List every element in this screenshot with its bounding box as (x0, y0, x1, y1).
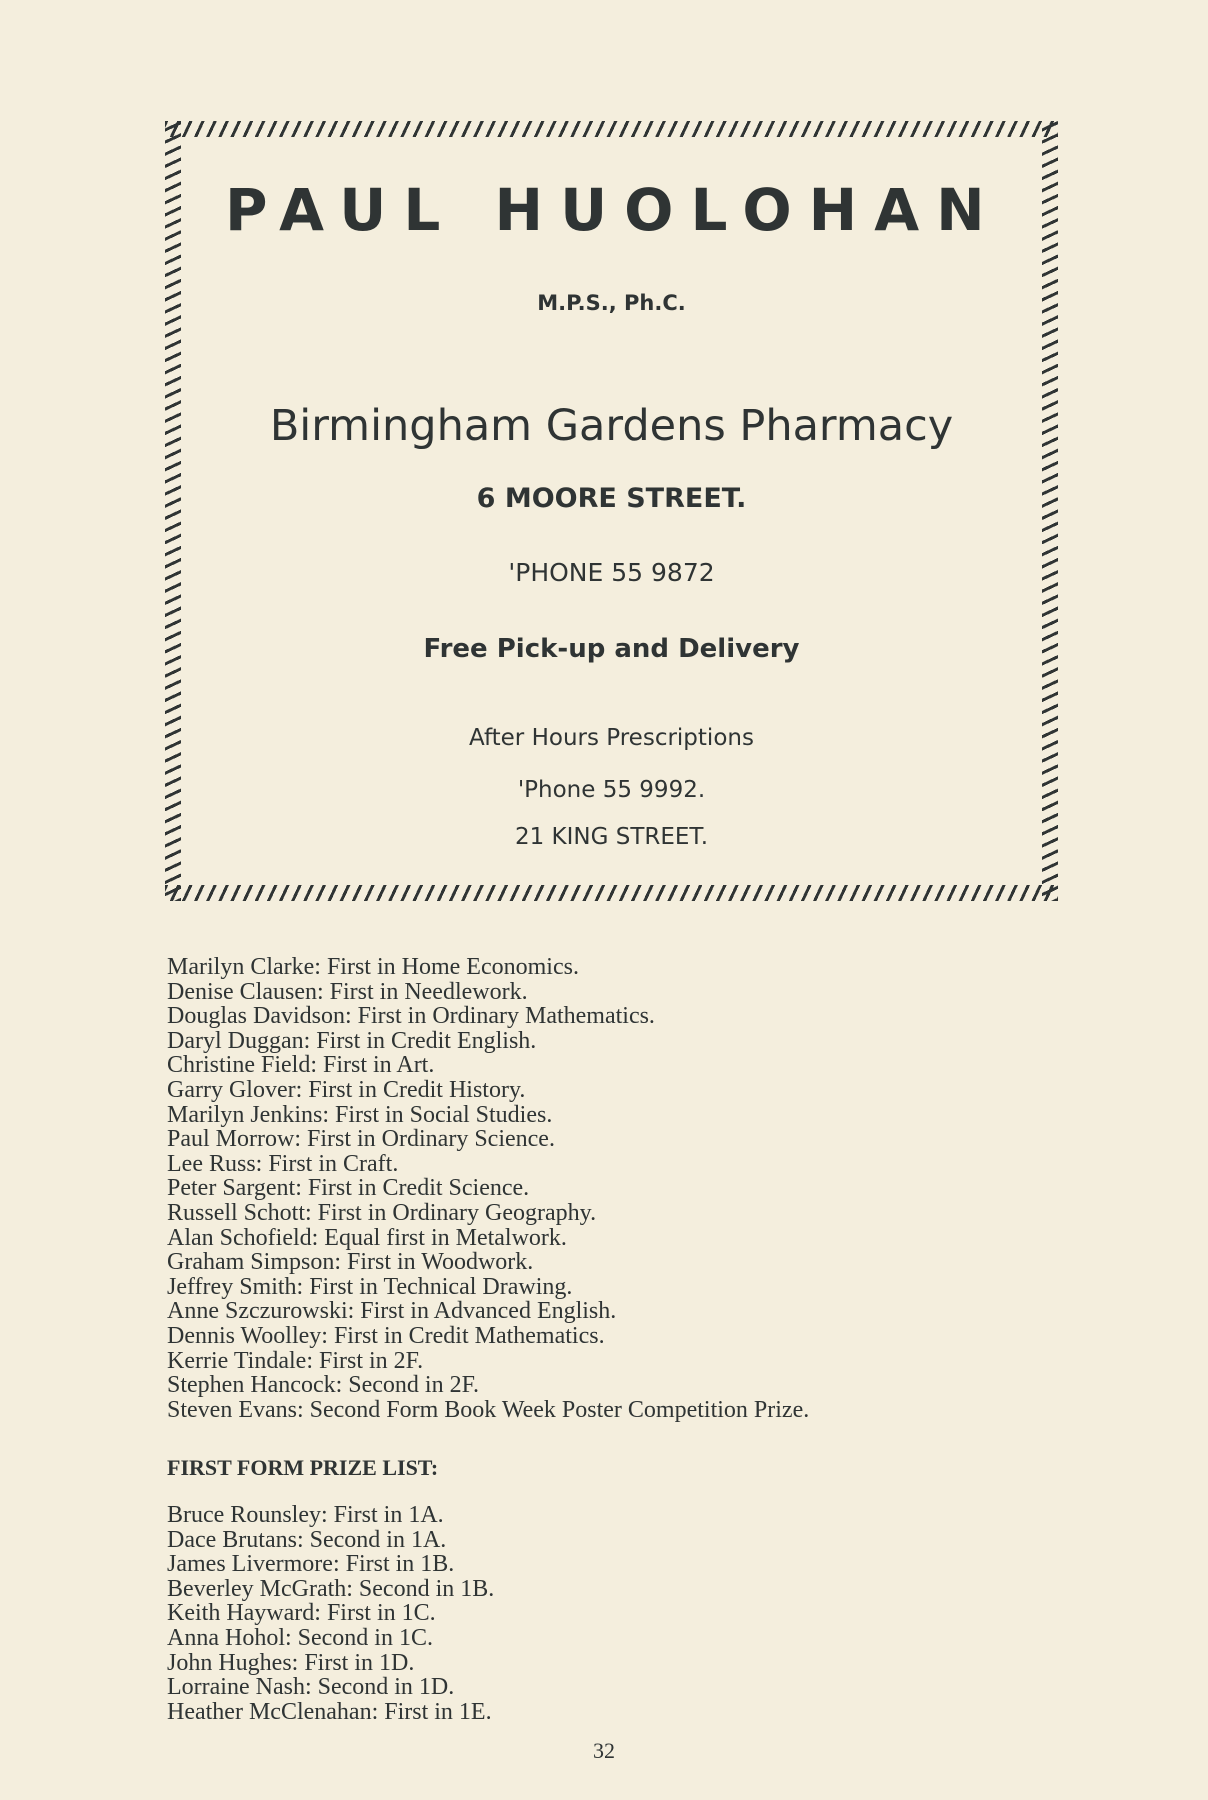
after-hours-phone: 'Phone 55 9992. (517, 777, 706, 803)
list-item: Russell Schott: First in Ordinary Geography. (167, 1199, 597, 1226)
list-item: Keith Hayward: First in 1C. (167, 1600, 436, 1627)
list-item: Marilyn Jenkins: First in Social Studies. (167, 1101, 553, 1128)
list-item: Steven Evans: Second Form Book Week Poster Competition Prize. (167, 1396, 810, 1423)
list-item: Christine Field: First in Art. (167, 1052, 435, 1079)
hatched-border-left (165, 121, 181, 901)
list-item: John Hughes: First in 1D. (167, 1649, 415, 1676)
page-number: 32 (593, 1738, 615, 1763)
pharmacist-qualifications: M.P.S., Ph.C. (537, 291, 686, 315)
hatched-border-top (165, 121, 1058, 137)
pharmacist-name: PAUL HUOLOHAN (225, 176, 1002, 244)
hatched-border-right (1042, 121, 1058, 901)
list-item: Lorraine Nash: Second in 1D. (167, 1674, 455, 1701)
list-item: Dennis Woolley: First in Credit Mathematics. (167, 1322, 605, 1349)
pharmacy-phone: 'PHONE 55 9872 (508, 558, 715, 587)
list-item: Denise Clausen: First in Needlework. (167, 978, 528, 1005)
list-item: Bruce Rounsley: First in 1A. (167, 1502, 444, 1528)
list-item: Garry Glover: First in Credit History. (167, 1076, 526, 1103)
delivery-notice: Free Pick-up and Delivery (423, 634, 800, 664)
list-item: Graham Simpson: First in Woodwork. (167, 1249, 534, 1276)
list-item: Jeffrey Smith: First in Technical Drawing. (167, 1273, 573, 1300)
list-item: Kerrie Tindale: First in 2F. (167, 1347, 424, 1374)
list-item: Anne Szczurowski: First in Advanced English. (167, 1298, 617, 1325)
list-item: Anna Hohol: Second in 1C. (167, 1624, 433, 1651)
list-item: Heather McClenahan: First in 1E. (167, 1698, 492, 1725)
list-item: Douglas Davidson: First in Ordinary Mathematics. (167, 1003, 655, 1030)
pharmacy-advertisement (165, 121, 1058, 901)
prize-list (167, 955, 1147, 1422)
list-item: Dace Brutans: Second in 1A. (167, 1526, 447, 1553)
list-item: Stephen Hancock: Second in 2F. (167, 1372, 480, 1399)
list-item: Peter Sargent: First in Credit Science. (167, 1175, 530, 1202)
list-item: James Livermore: First in 1B. (167, 1551, 455, 1578)
list-item: Daryl Duggan: First in Credit English. (167, 1027, 537, 1054)
list-item: Lee Russ: First in Craft. (167, 1150, 399, 1177)
list-item: Marilyn Clarke: First in Home Economics. (167, 954, 579, 980)
pharmacy-name: Birmingham Gardens Pharmacy (269, 401, 954, 451)
list-item: Alan Schofield: Equal first in Metalwork. (167, 1224, 567, 1251)
hatched-border-bottom (165, 885, 1058, 901)
first-form-prize-list (167, 1503, 1147, 1724)
pharmacy-address: 6 MOORE STREET. (476, 483, 747, 514)
after-hours-address: 21 KING STREET. (514, 824, 709, 850)
first-form-heading: FIRST FORM PRIZE LIST: (167, 1455, 439, 1480)
list-item: Beverley McGrath: Second in 1B. (167, 1575, 495, 1602)
list-item: Paul Morrow: First in Ordinary Science. (167, 1126, 555, 1153)
after-hours-heading: After Hours Prescriptions (469, 725, 754, 751)
